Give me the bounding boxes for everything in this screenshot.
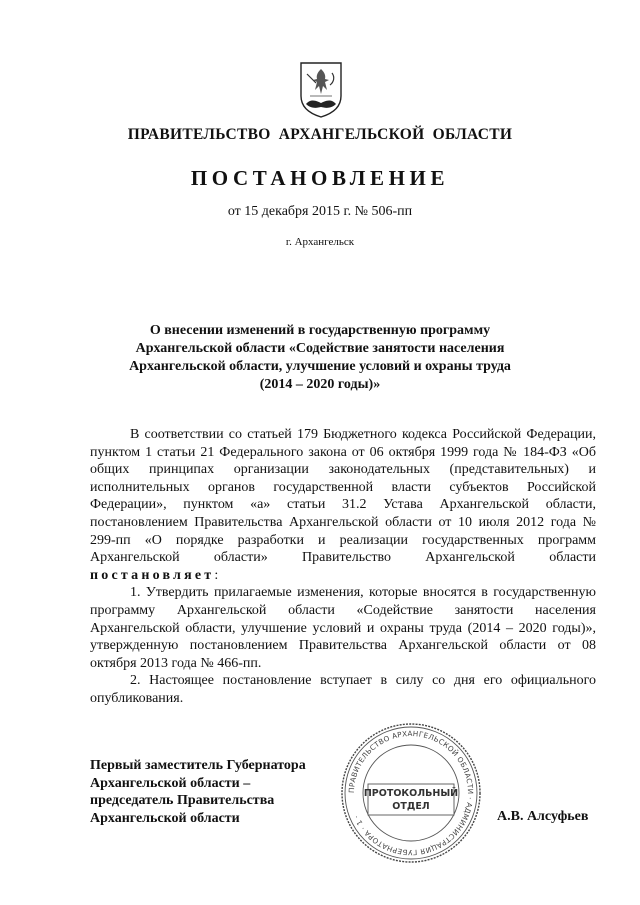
position-line: Первый заместитель Губернатора	[90, 758, 306, 773]
decree-colon: :	[214, 567, 219, 583]
preamble-text: В соответствии со статьей 179 Бюджетного кодекса Российской Федерации, пунктом 1 статьи 21 Федерального закона от 06 октября 1999 года № 184-ФЗ «Об общих принципах организации законодательных (представительных) и исполнительных органов государственной власти субъектов Российской Федерации», пунктом «а» статьи 31.2 Устава Архангельской области, постановлением Правительства Архангельской области от 10 июля 2012 года № 299-пп «О порядке разработки и реализации государственных программ Архангельской области» Правительство Архангельской области	[90, 427, 596, 566]
subject-line: (2014 – 2020 годы)»	[259, 377, 381, 392]
document-type-title: ПОСТАНОВЛЕНИЕ	[190, 166, 450, 190]
subject-line: Архангельской области, улучшение условий и охраны труда	[129, 359, 511, 374]
official-seal-icon	[340, 722, 482, 864]
stamp-center-line1: ПРОТОКОЛЬНЫЙ	[363, 788, 459, 799]
decree-item-2: 2. Настоящее постановление вступает в силу со дня его официального опубликования.	[90, 673, 596, 706]
signatory-position	[90, 757, 350, 827]
document-date-number: от 15 декабря 2015 г. № 506-пп	[227, 204, 413, 219]
stamp-ring-text: ПРАВИТЕЛЬСТВО АРХАНГЕЛЬСКОЙ ОБЛАСТИ · АДМИНИСТРАЦИЯ ГУБЕРНАТОРА · 1 ·	[346, 728, 476, 858]
document-city: г. Архангельск	[285, 236, 355, 248]
document-subject	[100, 322, 540, 394]
position-line: Архангельской области –	[90, 775, 251, 791]
position-line: Архангельской области	[90, 810, 240, 826]
government-title: ПРАВИТЕЛЬСТВО АРХАНГЕЛЬСКОЙ ОБЛАСТИ	[127, 126, 513, 143]
decree-word: постановляет	[90, 567, 215, 583]
position-line: председатель Правительства	[90, 793, 275, 809]
signatory-name: А.В. Алсуфьев	[497, 809, 589, 824]
preamble-paragraph	[90, 426, 596, 584]
subject-line: О внесении изменений в государственную программу	[149, 323, 491, 338]
decree-item-1: 1. Утвердить прилагаемые изменения, которые вносятся в государственную программу Архангельской области «Содействие занятости населения Архангельской области, улучшение условий и охраны труда (2014 – 2020 годы)», утвержденную постановлением Правительства Архангельской области от 08 октября 2013 года № 466-пп.	[90, 585, 596, 671]
coat-of-arms-icon	[298, 60, 344, 118]
document-body	[90, 426, 596, 708]
subject-line: Архангельской области «Содействие занятости населения	[135, 341, 505, 356]
stamp-center-line2: ОТДЕЛ	[392, 801, 430, 812]
